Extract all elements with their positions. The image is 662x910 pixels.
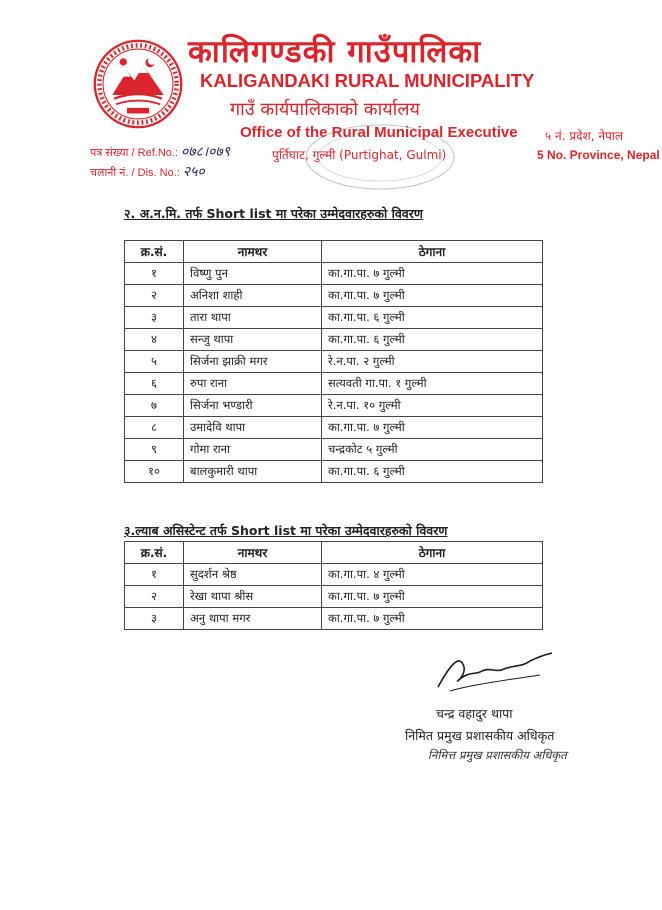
signatory-title: निमित प्रमुख प्रशासकीय अधिकृत <box>405 728 555 743</box>
municipality-emblem-logo <box>92 38 184 130</box>
name-cell: विष्णु पुन <box>184 263 322 285</box>
dispatch-number-value: २५० <box>182 164 205 180</box>
address-cell: का.गा.पा. ६ गुल्मी <box>322 461 543 483</box>
table-row <box>125 351 543 373</box>
table-row <box>125 461 543 483</box>
serial-cell: ३ <box>125 608 184 630</box>
address-cell: रे.न.पा. २ गुल्मी <box>322 351 543 373</box>
reference-number-value: ०७८।०७९ <box>181 144 230 160</box>
dispatch-number-label: चलानी नं. / Dis. No.: <box>90 167 180 179</box>
office-address: पुर्तिघाट, गुल्मी (Purtighat, Gulmi) <box>272 148 447 162</box>
column-header-name: नामथर <box>184 542 322 564</box>
name-cell: सिर्जना झाक्री मगर <box>184 351 322 373</box>
serial-cell: १० <box>125 461 184 483</box>
address-cell: का.गा.पा. ४ गुल्मी <box>322 564 543 586</box>
name-cell: रुपा राना <box>184 373 322 395</box>
office-name-nepali: गाउँ कार्यपालिकाको कार्यालय <box>230 99 420 120</box>
table-row <box>125 417 543 439</box>
serial-cell: ५ <box>125 351 184 373</box>
serial-cell: ३ <box>125 307 184 329</box>
address-cell: रे.न.पा. १० गुल्मी <box>322 395 543 417</box>
name-cell: गोमा राना <box>184 439 322 461</box>
table-row <box>125 285 543 307</box>
table-row <box>125 564 543 586</box>
serial-cell: ८ <box>125 417 184 439</box>
column-header-address: ठेगाना <box>322 542 543 564</box>
serial-cell: ९ <box>125 439 184 461</box>
municipality-name-english: KALIGANDAKI RURAL MUNICIPALITY <box>200 70 535 91</box>
address-cell: का.गा.पा. ६ गुल्मी <box>322 307 543 329</box>
column-header-address: ठेगाना <box>322 241 543 263</box>
province-english: 5 No. Province, Nepal <box>537 148 660 162</box>
table-row <box>125 307 543 329</box>
serial-cell: ६ <box>125 373 184 395</box>
name-cell: तारा थापा <box>184 307 322 329</box>
table-row <box>125 439 543 461</box>
name-cell: सुदर्शन श्रेष्ठ <box>184 564 322 586</box>
address-cell: का.गा.पा. ७ गुल्मी <box>322 285 543 307</box>
dispatch-number-row <box>90 162 205 181</box>
serial-cell: २ <box>125 285 184 307</box>
serial-cell: १ <box>125 263 184 285</box>
table-header-row <box>125 542 543 564</box>
signatory-name: चन्द्र वहादुर थापा <box>436 706 513 721</box>
table-row <box>125 395 543 417</box>
serial-cell: १ <box>125 564 184 586</box>
lab-assistant-shortlist-table <box>124 541 543 630</box>
municipality-name-nepali: कालिगण्डकी गाउँपालिका <box>188 34 482 70</box>
address-cell: का.गा.पा. ७ गुल्मी <box>322 263 543 285</box>
office-stamp-icon <box>300 120 460 195</box>
table-row <box>125 263 543 285</box>
table-row <box>125 608 543 630</box>
serial-cell: २ <box>125 586 184 608</box>
name-cell: अनु थापा मगर <box>184 608 322 630</box>
name-cell: सन्जु थापा <box>184 329 322 351</box>
table-row <box>125 586 543 608</box>
address-cell: का.गा.पा. ७ गुल्मी <box>322 586 543 608</box>
address-cell: चन्द्रकोट ५ गुल्मी <box>322 439 543 461</box>
name-cell: अनिशा शाही <box>184 285 322 307</box>
column-header-serial: क्र.सं. <box>125 241 184 263</box>
table-row <box>125 373 543 395</box>
province-nepali: ५ नं. प्रदेश, नेपाल <box>545 129 624 143</box>
serial-cell: ४ <box>125 329 184 351</box>
anami-shortlist-table <box>124 240 543 483</box>
name-cell: बालकुमारी थापा <box>184 461 322 483</box>
section-heading-anami: २. अ.न.मि. तर्फ Short list मा परेका उम्मेदवारहरुको विवरण <box>124 206 423 221</box>
table-row <box>125 329 543 351</box>
address-cell: का.गा.पा. ६ गुल्मी <box>322 329 543 351</box>
handwritten-signature <box>430 645 560 700</box>
table-header-row <box>125 241 543 263</box>
signatory-stamp-text: निमित्त प्रमुख प्रशासकीय अधिकृत <box>428 748 567 762</box>
name-cell: सिर्जना भण्डारी <box>184 395 322 417</box>
address-cell: का.गा.पा. ७ गुल्मी <box>322 608 543 630</box>
office-name-english: Office of the Rural Municipal Executive <box>240 124 518 141</box>
reference-number-row <box>90 142 230 161</box>
column-header-serial: क्र.सं. <box>125 542 184 564</box>
name-cell: उमादेवि थापा <box>184 417 322 439</box>
name-cell: रेखा थापा श्रीस <box>184 586 322 608</box>
section-heading-lab-assistant: ३.ल्याब असिस्टेन्ट तर्फ Short list मा परेका उम्मेदवारहरुको विवरण <box>124 523 448 538</box>
address-cell: सत्यवती गा.पा. १ गुल्मी <box>322 373 543 395</box>
serial-cell: ७ <box>125 395 184 417</box>
address-cell: का.गा.पा. ७ गुल्मी <box>322 417 543 439</box>
column-header-name: नामथर <box>184 241 322 263</box>
reference-number-label: पत्र संख्या / Ref.No.: <box>90 147 178 159</box>
